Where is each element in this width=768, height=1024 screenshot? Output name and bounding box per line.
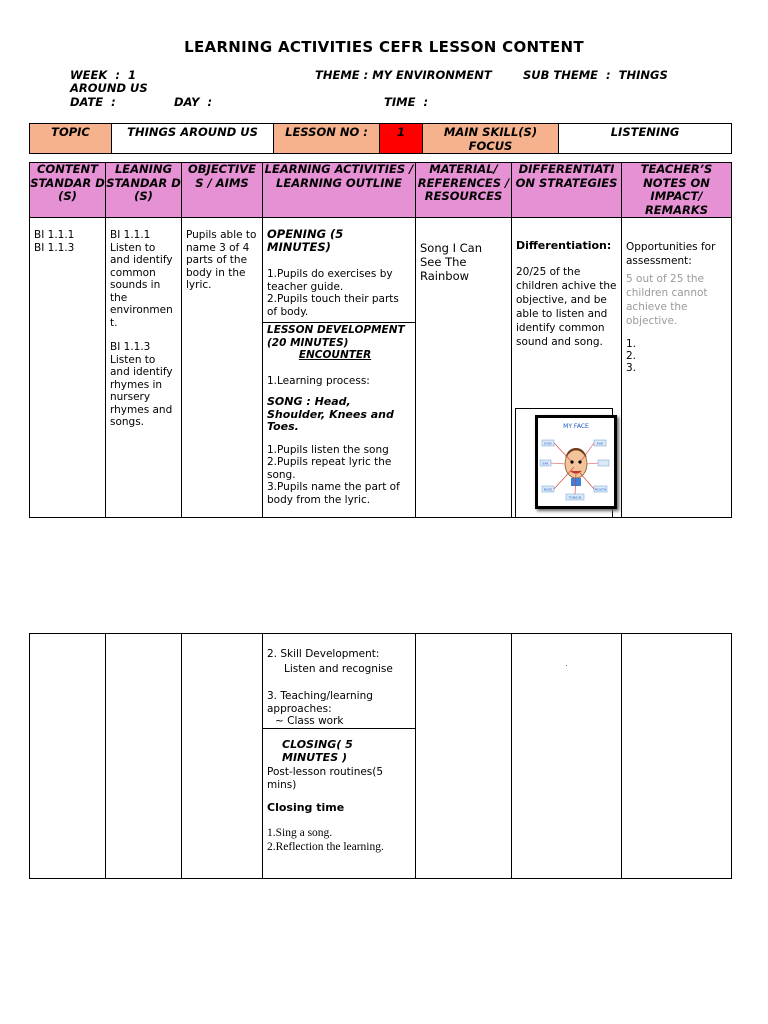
opening-step-2: 2.Pupils touch their parts of body. [267,293,399,318]
content-standard-cell [30,218,106,518]
post-lesson-routines: Post-lesson routines(5 mins) [267,766,384,791]
closing-time-title: Closing time [267,801,345,814]
teacher-notes-cell [622,218,732,518]
objective-text: Pupils able to name 3 of 4 parts of the body in the lyric. [186,229,257,291]
teacher-notes-cell-continued [622,634,732,879]
lesson-table-continued [29,633,732,879]
page-title: LEARNING ACTIVITIES CEFR LESSON CONTENT [184,38,584,56]
face-label-ear-right: EAR [596,441,604,446]
closing-step-2: 2.Reflection the learning. [267,840,384,853]
activities-cell [263,218,416,518]
notes-assessment: Opportunities for assessment: [626,241,716,267]
day-label: DAY : [174,95,213,109]
notes-list-item: 3. [626,362,637,374]
header-differentiation: DIFFERENTIATI ON STRATEGIES [512,163,622,218]
header-learning-standard: LEANING STANDAR D (S) [106,163,182,218]
header-content-standard: CONTENT STANDAR D (S) [30,163,106,218]
face-diagram-icon [538,418,614,506]
encounter-title: ENCOUNTER [298,349,372,361]
topic-label: TOPIC [30,124,112,154]
notes-list [626,338,727,374]
face-caption: MY FACE [563,423,589,430]
week-label: WEEK : 1 [70,68,136,82]
closing-section [263,728,415,857]
closing-step-1: 1.Sing a song. [267,826,333,839]
face-label-nose: NOSE [543,487,553,492]
main-skill-value: LISTENING [559,124,732,154]
skill-development-section [263,634,415,728]
development-step-1: 1.Pupils listen the song [267,443,389,456]
opening-section [263,218,415,322]
face-label-ear-left: EAR [542,461,549,466]
notes-list-item: 1. [626,338,637,350]
face-label-mouth: MOUTH [594,487,607,492]
objective-cell-continued [182,634,263,879]
opening-step-1: 1.Pupils do exercises by teacher guide. [267,268,393,293]
development-step-3: 3.Pupils name the part of body from the lyric. [267,481,400,506]
header-materials: MATERIAL/ REFERENCES / RESOURCES [416,163,512,218]
content-standard-cell-continued [30,634,106,879]
time-label: TIME : [384,95,429,109]
differentiation-title: Differentiation: [516,239,612,252]
learning-standard-2-text: Listen to and identify rhymes in nursery rhymes and songs. [110,353,173,428]
opening-title: OPENING (5 MINUTES) [267,227,344,254]
content-standard-1: BI 1.1.1 [34,229,75,241]
approach-title: 3. Teaching/learning approaches: [267,690,373,715]
subtheme-continuation: AROUND US [70,81,148,95]
materials-cell [416,218,512,518]
header-teacher-notes: TEACHER’S NOTES ON IMPACT/ REMARKS [622,163,732,218]
materials-text: Song I Can See The Rainbow [420,241,482,283]
my-face-image-frame [515,408,613,518]
development-step-2: 2.Pupils repeat lyric the song. [267,456,392,481]
subtheme-label: SUB THEME : THINGS [523,68,668,82]
learning-standard-cell-continued [106,634,182,879]
learning-standard-cell [106,218,182,518]
skill-development-text: Listen and recognise [284,662,393,675]
topic-table [29,123,732,154]
header-learning-activities: LEARNING ACTIVITIES / LEARNING OUTLINE [263,163,416,218]
differentiation-cell [512,218,622,518]
development-section [263,322,415,509]
main-skill-label: MAIN SKILL(S) FOCUS [423,124,559,154]
song-title: SONG : Head, Shoulder, Knees and Toes. [267,395,394,433]
differentiation-text: 20/25 of the children achive the objective, and be able to listen and identify common sound and song. [516,265,617,348]
header-objectives: OBJECTIVE S / AIMS [182,163,263,218]
closing-title: CLOSING( 5 MINUTES ) [282,738,353,764]
learning-standard-1: BI 1.1.1 [110,229,151,241]
lesson-no-value: 1 [380,124,423,154]
development-title: LESSON DEVELOPMENT (20 MINUTES) [267,324,405,349]
learning-standard-1-text: Listen to and identify common sounds in the environmen t. [110,241,173,329]
my-face-image [535,415,617,509]
materials-cell-continued [416,634,512,879]
face-label-tongue: TONGUE [568,495,582,500]
lesson-table [29,162,732,518]
learning-process: 1.Learning process: [267,374,370,387]
differentiation-cell-continued [512,634,622,879]
notes-list-item: 2. [626,350,637,362]
activities-cell-continued [263,634,416,879]
differentiation-dot: . [565,660,568,668]
learning-standard-2: BI 1.1.3 [110,341,151,353]
skill-development-title: 2. Skill Development: [267,648,380,660]
approach-text: ~ Class work [275,715,344,727]
objective-cell [182,218,263,518]
content-standard-2: BI 1.1.3 [34,241,75,254]
lesson-no-label: LESSON NO : [274,124,380,154]
topic-value: THINGS AROUND US [112,124,274,154]
face-label-eyes: EYES [544,441,552,446]
notes-remark: 5 out of 25 the children cannot achieve the objective. [626,273,708,327]
theme-label: THEME : MY ENVIRONMENT [315,68,492,82]
date-label: DATE : [70,95,116,109]
